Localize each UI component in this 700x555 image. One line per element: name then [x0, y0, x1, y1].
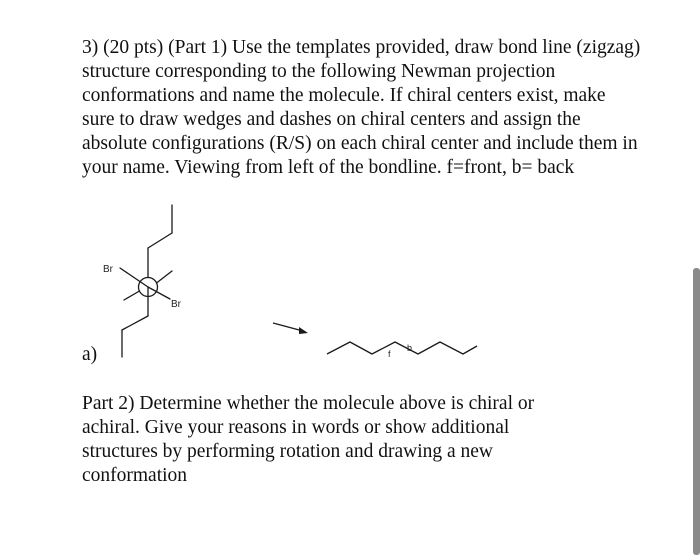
viewing-arrow — [273, 323, 308, 334]
question-text: 3) (20 pts) (Part 1) Use the templates provided, draw bond line (zigzag) structure corresponding to the following Newman projection conformations and name the molecule. If chiral centers exist, make sure to draw wedges and dashes on chiral centers and assign the absolute configurations (R/S) on each chiral center and include them in your name. Viewing from left of the bondline. f=front, b= back — [82, 37, 641, 178]
bond-up-2 — [148, 233, 172, 248]
arrow-head — [299, 327, 308, 334]
part2-text: Part 2) Determine whether the molecule above is chiral or achiral. Give your reasons in words or show additional structures by performing rotation and drawing a new conformation — [82, 393, 535, 486]
newman-br-front: Br — [103, 264, 113, 275]
zigzag-chain — [327, 342, 477, 354]
front-bond-br — [120, 268, 148, 287]
newman-br-back: Br — [171, 299, 181, 310]
back-bond-left — [124, 291, 140, 300]
bondline-front-label: f — [388, 349, 391, 359]
part-a-label: a) — [82, 344, 98, 365]
bondline-back-label: b — [407, 343, 413, 353]
back-bond-right — [157, 271, 173, 283]
bond-down-1 — [122, 316, 148, 330]
vertical-scrollbar[interactable] — [693, 268, 700, 555]
front-bond-br2 — [148, 287, 170, 299]
newman-projection — [120, 205, 172, 357]
